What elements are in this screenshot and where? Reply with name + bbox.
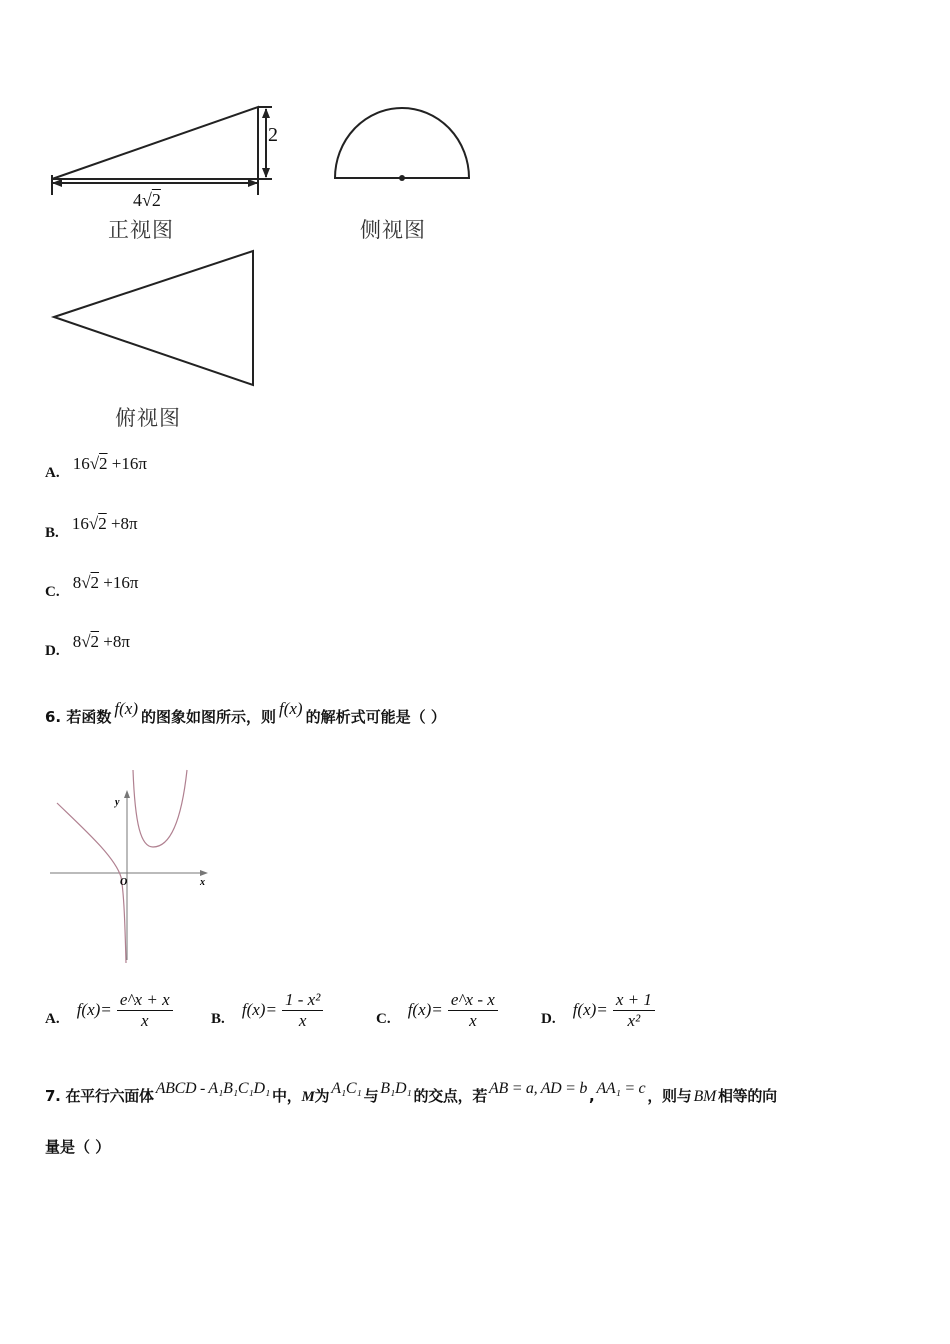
front-view-triangle: [52, 107, 258, 179]
q5-option-d[interactable]: D. 8√2 +8π: [45, 632, 130, 659]
q5-option-b[interactable]: B. 16√2 +8π: [45, 514, 138, 541]
x-axis-label: x: [200, 877, 205, 888]
top-view-caption: 俯视图: [115, 406, 181, 430]
top-view-figure: [45, 245, 260, 390]
height-dim-label: 2: [268, 124, 278, 146]
q5-option-a[interactable]: A. 16√2 +16π: [45, 454, 147, 481]
y-axis-label: y: [115, 797, 120, 808]
width-dim-label: 4√2: [133, 190, 161, 210]
side-view-figure: [330, 100, 475, 185]
q7-stem-line2: 量是（ ）: [45, 1138, 111, 1156]
front-view-caption: 正视图: [108, 218, 174, 242]
curve-left-branch: [57, 803, 126, 963]
side-view-semicircle: [335, 108, 469, 178]
top-view-triangle: [54, 251, 253, 385]
q6-option-a[interactable]: A. f(x)= $\frac{e\^{}x + x}{x}$: [45, 990, 173, 1031]
curve-right-branch: [133, 770, 187, 847]
front-view-figure: [40, 95, 300, 215]
origin-label: O: [120, 877, 128, 888]
q5-option-c[interactable]: C. 8√2 +16π: [45, 573, 139, 600]
q6-function-graph: [45, 765, 215, 970]
side-view-caption: 侧视图: [360, 218, 426, 242]
q6-option-d[interactable]: D. f(x)= $\frac{x + 1}{\text{x²}}$: [541, 990, 655, 1031]
q7-stem-line1: 7. 在平行六面体 ABCD - A₁B₁C₁D₁ 中，M为 A₁C₁ 与 B₁D₁ 的交点，若 AB = a, AD = b , AA₁ = c ，则与 BM 相等的向: [45, 1080, 777, 1105]
q6-stem: 6. 若函数 f(x) 的图象如图所示，则 f(x) 的解析式可能是（ ）: [45, 699, 446, 726]
q6-option-b[interactable]: B. f(x)= $\frac{\text{1 - x²}}{x}$: [211, 990, 323, 1031]
q6-option-c[interactable]: C. f(x)= $\frac{e\^{}x - x}{x}$: [376, 990, 498, 1031]
